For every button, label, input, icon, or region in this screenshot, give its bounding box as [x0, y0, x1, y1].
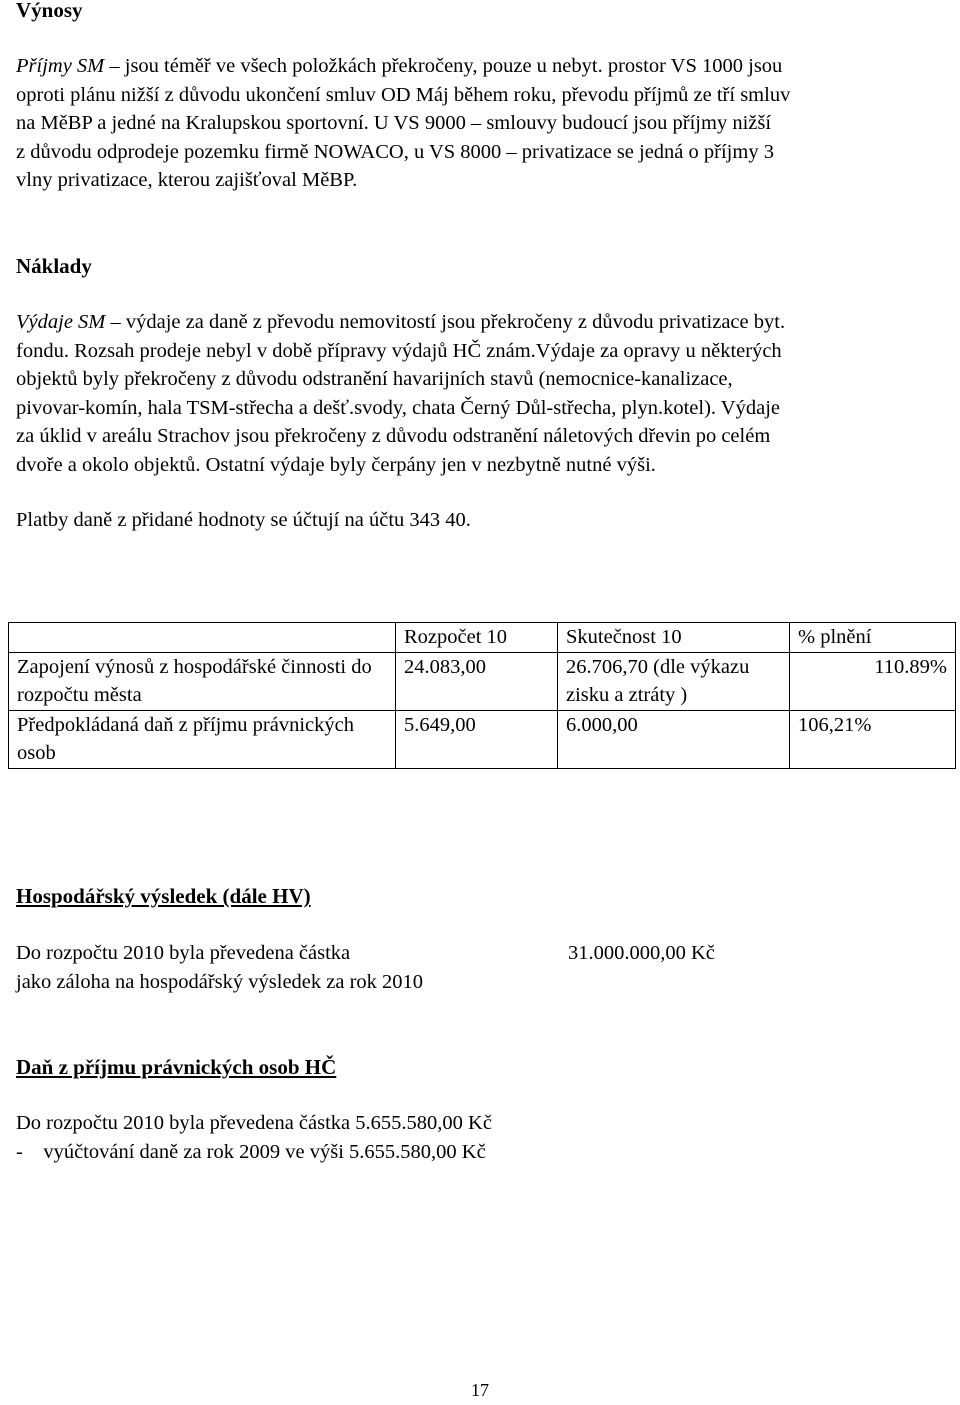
- vynosy-paragraph: [16, 52, 946, 195]
- text-line: pivovar-komín, hala TSM-střecha a dešť.svody, chata Černý Důl-střecha, plyn.kotel). Výdaje: [16, 396, 780, 419]
- section-heading-hv: Hospodářský výsledek (dále HV): [16, 884, 311, 908]
- text-line: za úklid v areálu Strachov jsou překročeny z důvodu odstranění náletových dřevin po celém: [16, 425, 771, 448]
- line-text: – výdaje za daně z převodu nemovitostí jsou překročeny z důvodu privatizace byt.: [105, 311, 786, 333]
- table-cell-rozpocet: 5.649,00: [396, 710, 558, 768]
- text-line: - vyúčtování daně za rok 2009 ve výši 5.655.580,00 Kč: [16, 1140, 486, 1163]
- text-line: Do rozpočtu 2010 byla převedena částka 5.655.580,00 Kč: [16, 1112, 492, 1134]
- text-line: oproti plánu nižší z důvodu ukončení smluv OD Máj během roku, převodu příjmů ze tří smluv: [16, 83, 791, 106]
- dph-note: [16, 506, 946, 535]
- italic-lead: Výdaje SM: [16, 311, 106, 333]
- text-line: z důvodu odprodeje pozemku firmě NOWACO, u VS 8000 – privatizace se jedná o příjmy 3: [16, 140, 774, 163]
- table-header-cell: [9, 623, 396, 653]
- table-header-cell: Rozpočet 10: [396, 623, 558, 653]
- text-line: [16, 52, 946, 81]
- budget-table: [8, 622, 956, 769]
- line-text: – jsou téměř ve všech položkách překročeny, pouze u nebyt. prostor VS 1000 jsou: [104, 55, 783, 77]
- section-heading-naklady: Náklady: [16, 254, 92, 278]
- table-row: [9, 652, 956, 710]
- table-row: [9, 710, 956, 768]
- text-line: Do rozpočtu 2010 byla převedena částka: [16, 942, 351, 964]
- text-line: objektů byly překročeny z důvodu odstranění havarijních stavů (nemocnice-kanalizace,: [16, 368, 733, 391]
- text-line: na MěBP a jedné na Kralupskou sportovní. U VS 9000 – smlouvy budoucí jsou příjmy nižší: [16, 112, 772, 135]
- text-line: fondu. Rozsah prodeje nebyl v době přípravy výdajů HČ znám.Výdaje za opravy u některých: [16, 339, 782, 362]
- table-cell-rozpocet: 24.083,00: [396, 652, 558, 710]
- italic-lead: Příjmy SM: [16, 55, 105, 77]
- page-number: 17: [471, 1380, 489, 1400]
- section-heading-vynosy: Výnosy: [16, 0, 83, 22]
- table-cell-plneni: 106,21%: [790, 710, 956, 768]
- dan-paragraph: [16, 1109, 946, 1166]
- hv-amount: 31.000.000,00 Kč: [568, 942, 715, 964]
- text-line: [16, 308, 946, 337]
- table-cell-skutecnost: 6.000,00: [558, 710, 790, 768]
- text-line: dvoře a okolo objektů. Ostatní výdaje byly čerpány jen v nezbytně nutné výši.: [16, 453, 656, 476]
- section-heading-dan: Daň z příjmu právnických osob HČ: [16, 1055, 337, 1079]
- table-cell-label: Předpokládaná daň z příjmu právnických osob: [9, 710, 396, 768]
- table-cell-plneni: 110.89%: [790, 652, 956, 710]
- table-cell-skutecnost: 26.706,70 (dle výkazu zisku a ztráty ): [558, 652, 790, 710]
- table-cell-label: Zapojení výnosů z hospodářské činnosti do rozpočtu města: [9, 652, 396, 710]
- table-header-cell: Skutečnost 10: [558, 623, 790, 653]
- table-header-row: [9, 623, 956, 653]
- naklady-paragraph: [16, 308, 946, 480]
- text-line: jako záloha na hospodářský výsledek za rok 2010: [16, 970, 424, 993]
- hv-paragraph: [16, 939, 946, 996]
- text-line: vlny privatizace, kterou zajišťoval MěBP.: [16, 169, 358, 192]
- text-line: Platby daně z přidané hodnoty se účtují na účtu 343 40.: [16, 509, 471, 531]
- table-header-cell: % plnění: [790, 623, 956, 653]
